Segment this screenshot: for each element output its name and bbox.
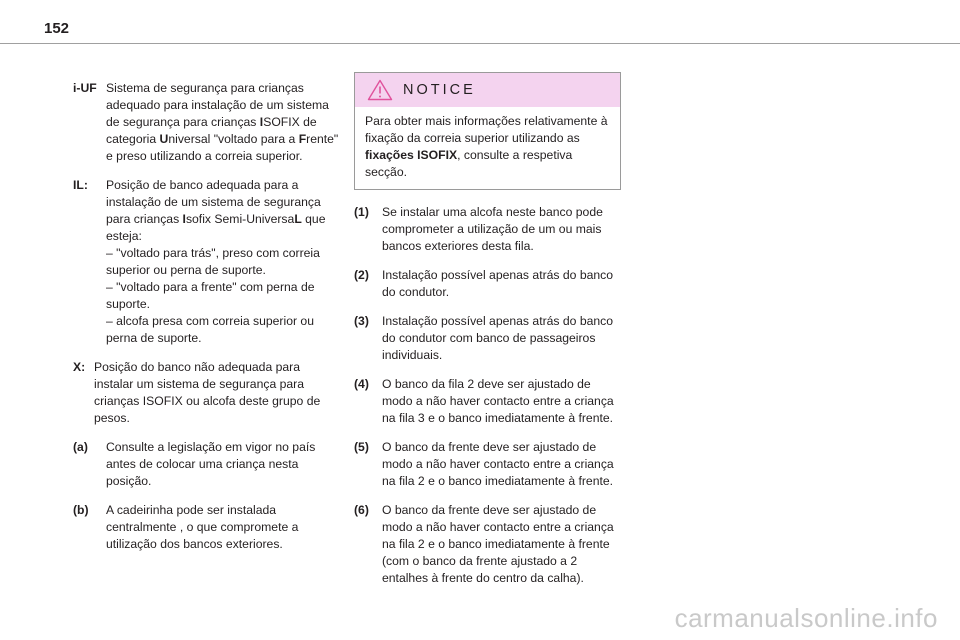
left-column (73, 80, 343, 565)
legend-text: Posição do banco não adequada para instalar um sistema de segurança para crianças ISOFIX ou alcofa deste grupo de pesos. (94, 360, 321, 425)
notice-box (354, 72, 621, 190)
legend-text: Sistema de segurança para crianças adequado para instalação de um sistema de segurança para crianças ISOFIX de categoria Universal "voltado para a Frente" e preso utilizando a correia superior. (106, 81, 339, 163)
footnote-text: Instalação possível apenas atrás do banco do condutor. (382, 268, 614, 299)
footnote-1 (354, 204, 621, 255)
notice-title: NOTICE (403, 82, 476, 98)
notice-text: Para obter mais informações relativamente à fixação da correia superior utilizando as fixações ISOFIX, consulte a respetiva secção. (365, 114, 608, 179)
footnote-label: (6) (354, 503, 369, 517)
legend-text: A cadeirinha pode ser instalada centralmente , o que compromete a utilização dos bancos exteriores. (106, 503, 299, 551)
right-column (354, 72, 621, 599)
footnote-text: Instalação possível apenas atrás do banco do condutor com banco de passageiros individuais. (382, 314, 614, 362)
footnote-label: (2) (354, 268, 369, 282)
footnote-label: (1) (354, 205, 369, 219)
legend-entry-b (73, 502, 343, 553)
footnote-text: O banco da frente deve ser ajustado de modo a não haver contacto entre a criança na fila 2 e o banco imediatamente à frente (com o banco da frente ajustado a 2 entalhes à frente do centro da calha). (382, 503, 614, 585)
page-number: 152 (44, 20, 70, 37)
legend-sub-item: – alcofa presa com correia superior ou perna de suporte. (106, 314, 314, 345)
legend-label: i-UF (73, 81, 97, 95)
footnote-label: (4) (354, 377, 369, 391)
legend-label: (a) (73, 440, 88, 454)
footnote-4 (354, 376, 621, 427)
legend-text: Posição de banco adequada para a instalação de um sistema de segurança para crianças Isofix Semi-UniversaL que esteja: – "voltado para trás", preso com correia superior ou perna de suporte. – "voltado para a frente" com perna de suporte. – alcofa presa com correia superior ou perna de suporte. (106, 177, 343, 347)
footnote-text: O banco da fila 2 deve ser ajustado de modo a não haver contacto entre a criança na fila 3 e o banco imediatamente à frente. (382, 377, 614, 425)
legend-entry-iuf (73, 80, 343, 165)
footnote-6 (354, 502, 621, 587)
footnote-label: (5) (354, 440, 369, 454)
footnote-text: Se instalar uma alcofa neste banco pode comprometer a utilização de um ou mais bancos exteriores desta fila. (382, 205, 603, 253)
footnote-3 (354, 313, 621, 364)
footnote-2 (354, 267, 621, 301)
watermark: carmanualsonline.info (674, 603, 938, 633)
legend-label: X: (73, 360, 86, 374)
legend-entry-x (73, 359, 343, 427)
warning-triangle-icon (367, 79, 393, 101)
legend-entry-il (73, 177, 343, 347)
header-rule (0, 43, 960, 44)
footnote-5 (354, 439, 621, 490)
notice-header (355, 73, 620, 107)
legend-label: IL: (73, 178, 88, 192)
legend-text: Consulte a legislação em vigor no país antes de colocar uma criança nesta posição. (106, 440, 316, 488)
legend-sub-item: – "voltado para a frente" com perna de suporte. (106, 280, 315, 311)
footnote-text: O banco da frente deve ser ajustado de modo a não haver contacto entre a criança na fila 2 e o banco imediatamente à frente. (382, 440, 614, 488)
legend-entry-a (73, 439, 343, 490)
legend-label: (b) (73, 503, 89, 517)
footnote-label: (3) (354, 314, 369, 328)
legend-sub-item: – "voltado para trás", preso com correia superior ou perna de suporte. (106, 246, 320, 277)
